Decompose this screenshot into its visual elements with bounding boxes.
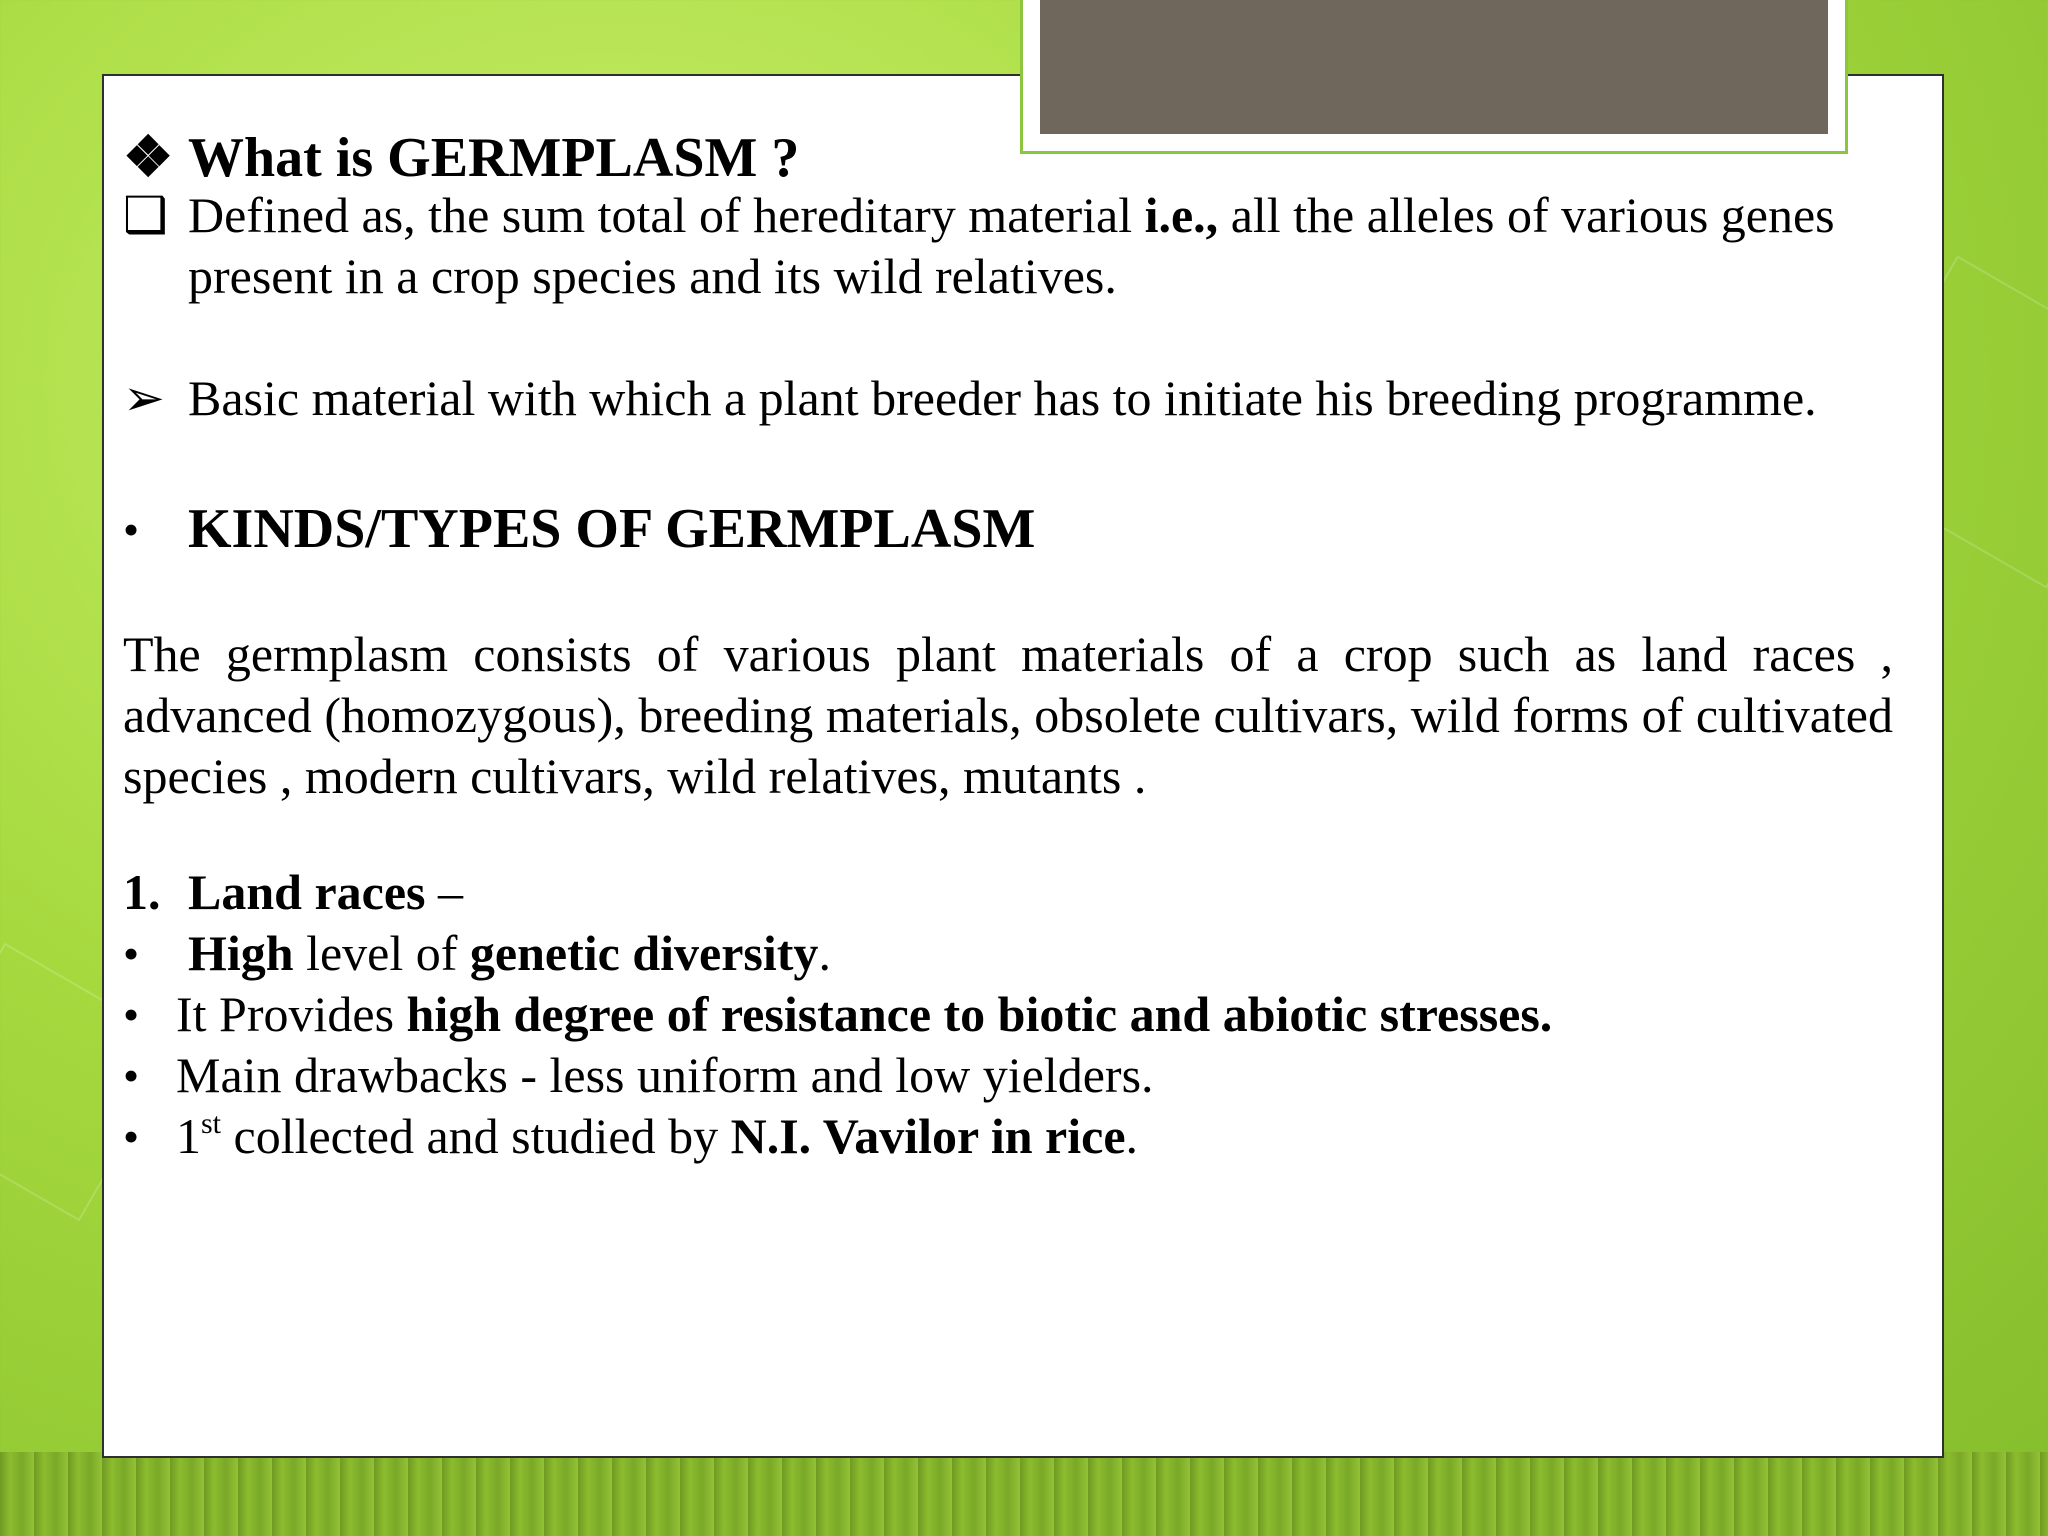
background-band <box>0 1452 2048 1536</box>
bullet-item <box>123 923 1893 984</box>
bullet-icon: • <box>123 1111 140 1162</box>
bullet-icon: • <box>123 504 140 555</box>
kinds-heading-text: KINDS/TYPES OF GERMPLASM <box>188 498 1036 560</box>
list-number: 1. <box>123 864 161 920</box>
bullet-text: 1st collected and studied by N.I. Vavilor in rice. <box>176 1107 1139 1164</box>
land-races-title: Land races – <box>188 864 463 920</box>
bullet-icon: • <box>123 928 140 979</box>
bullet-text: It Provides high degree of resistance to biotic and abiotic stresses. <box>176 986 1553 1042</box>
germplasm-paragraph: The germplasm consists of various plant materials of a crop such as land races , advanced (homozygous), breeding materials, obsolete cultivars, wild forms of cultivated species , modern cultivars, wild relatives, mutants . <box>123 626 1893 804</box>
definition-item <box>123 185 1893 307</box>
basic-material-text: Basic material with which a plant breeder has to initiate his breeding programme. <box>188 370 1817 426</box>
bullet-text: High level of genetic diversity. <box>188 925 831 981</box>
heading-kinds <box>123 499 1893 560</box>
slide-body <box>123 128 1893 1167</box>
bullet-item <box>123 1106 1893 1167</box>
heading-germplasm <box>123 128 1893 189</box>
bullet-icon: • <box>123 989 140 1040</box>
bullet-item <box>123 984 1893 1045</box>
arrow-bullet-icon: ➢ <box>123 370 165 426</box>
bullet-item <box>123 1045 1893 1106</box>
diamond-bullet-icon: ❖ <box>123 127 174 189</box>
definition-text: Defined as, the sum total of hereditary material i.e., all the alleles of various genes present in a crop species and its wild relatives. <box>188 187 1835 304</box>
basic-material-item <box>123 368 1893 429</box>
checkbox-bullet-icon: ❑ <box>123 187 168 243</box>
title-placeholder <box>1040 0 1828 134</box>
heading-text: What is GERMPLASM ? <box>188 127 800 189</box>
bullet-icon: • <box>123 1050 140 1101</box>
bullet-text: Main drawbacks - less uniform and low yielders. <box>176 1047 1154 1103</box>
land-races-heading <box>123 862 1893 923</box>
